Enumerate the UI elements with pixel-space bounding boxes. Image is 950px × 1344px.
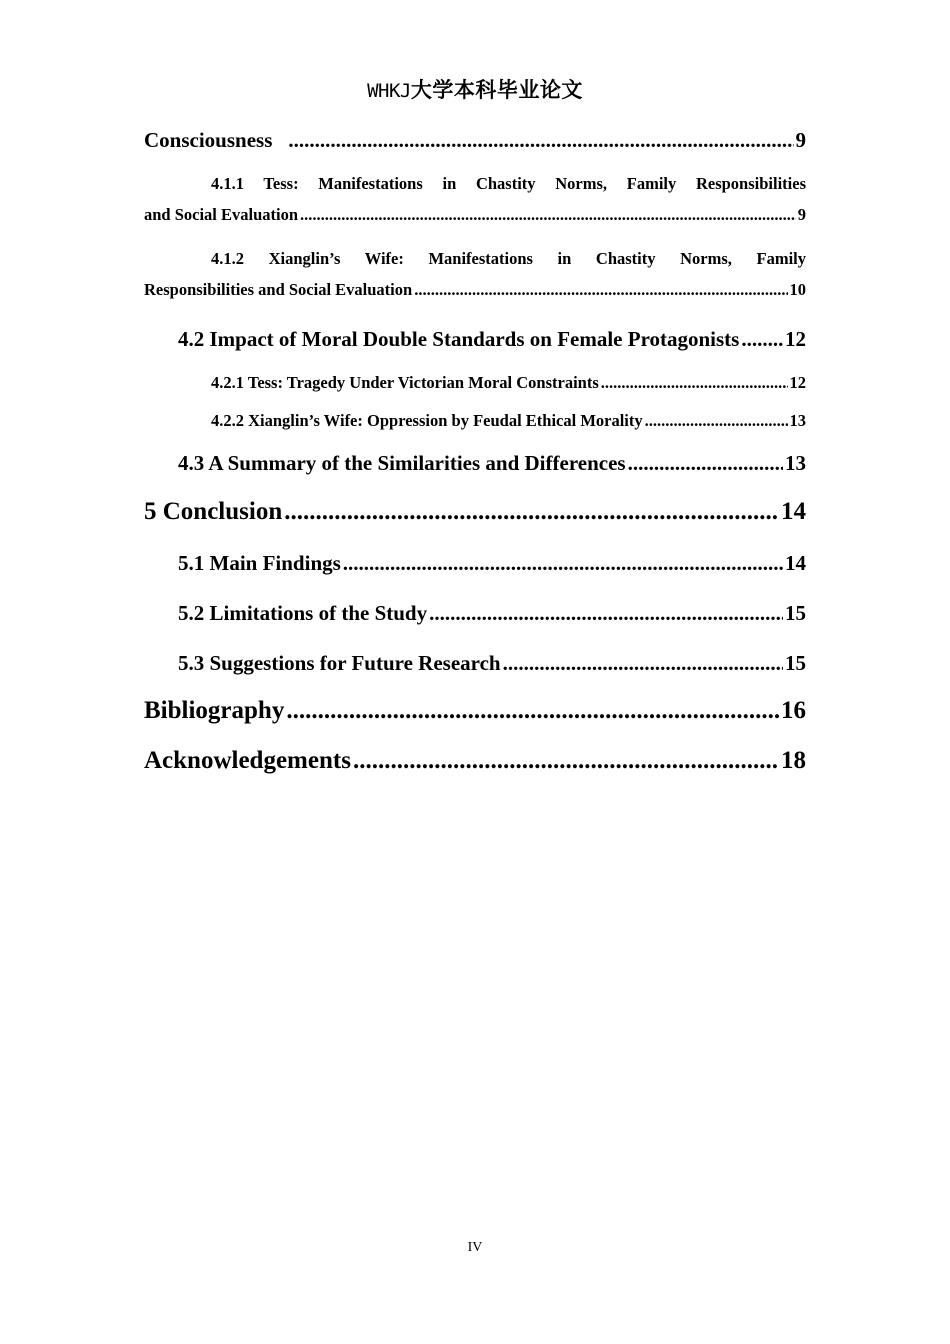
toc-leader-dots: [353, 747, 779, 775]
toc-entry-title: Bibliography: [144, 697, 285, 724]
page-number-footer: IV: [467, 1240, 483, 1255]
toc-entry-title: 4.2.1 Tess: Tragedy Under Victorian Moral Constraints: [211, 373, 599, 392]
toc-entry-bibliography[interactable]: [144, 697, 806, 725]
toc-page-number: 9: [797, 205, 806, 224]
toc-page-number: 10: [789, 280, 806, 299]
header-latin-text: WHKJ: [367, 80, 411, 102]
toc-entry-title-line2: Responsibilities and Social Evaluation: [144, 280, 413, 299]
toc-leader-dots: [503, 651, 783, 676]
toc-page-number: 15: [785, 601, 806, 625]
toc-entry-4-2[interactable]: [178, 327, 806, 352]
toc-entry-5-2[interactable]: [178, 601, 806, 626]
toc-page-number: 9: [795, 128, 806, 152]
running-header: [0, 74, 950, 104]
toc-leader-dots: [284, 498, 779, 526]
toc-entry-title: Consciousness: [144, 128, 273, 152]
toc-entry-4-2-1[interactable]: [211, 373, 806, 393]
toc-entry-4-2-2[interactable]: [211, 411, 806, 431]
toc-page-number: 18: [781, 747, 806, 774]
toc-entry-title-line2: and Social Evaluation: [144, 205, 299, 224]
toc-page-number: 13: [789, 411, 806, 430]
toc-page-number: 14: [785, 551, 806, 575]
toc-entry-title: 5 Conclusion: [144, 498, 283, 525]
toc-leader-dots: [601, 373, 788, 393]
toc-entry-4-1-1[interactable]: [144, 174, 806, 225]
toc-entry-title: 4.3 A Summary of the Similarities and Differences: [178, 451, 626, 475]
toc-entry-acknowledgements[interactable]: [144, 747, 806, 775]
toc-leader-dots: [286, 697, 779, 725]
toc-leader-dots: [414, 280, 787, 300]
toc-entry-title: 5.1 Main Findings: [178, 551, 341, 575]
toc-entry-5-3[interactable]: [178, 651, 806, 676]
toc-page-number: 15: [785, 651, 806, 675]
header-cjk-text: 大学本科毕业论文: [410, 78, 583, 102]
toc-entry-title: 5.2 Limitations of the Study: [178, 601, 428, 625]
toc-leader-dots: [628, 451, 783, 476]
toc-entry-consciousness[interactable]: [144, 128, 806, 153]
toc-page-number: 16: [781, 697, 806, 724]
toc-entry-5-1[interactable]: [178, 551, 806, 576]
toc-entry-5[interactable]: [144, 498, 806, 526]
toc-entry-title: Acknowledgements: [144, 747, 351, 774]
toc-leader-dots: [288, 128, 793, 153]
toc-page-number: 14: [781, 498, 806, 525]
toc-entry-4-1-2[interactable]: [144, 249, 806, 300]
toc-leader-dots: [300, 205, 796, 225]
toc-entry-title-line1: 4.1.2 Xianglin’s Wife: Manifestations in Chastity Norms, Family: [211, 249, 806, 268]
toc-page-number: 13: [785, 451, 806, 475]
toc-entry-4-3[interactable]: [178, 451, 806, 476]
toc-leader-dots: [343, 551, 783, 576]
toc-entry-title: 4.2.2 Xianglin’s Wife: Oppression by Feudal Ethical Morality: [211, 411, 643, 430]
toc-leader-dots: [741, 327, 783, 352]
toc-page-number: 12: [789, 373, 806, 392]
toc-page-number: 12: [785, 327, 806, 351]
toc-entry-title-line1: 4.1.1 Tess: Manifestations in Chastity Norms, Family Responsibilities: [211, 174, 806, 193]
toc-leader-dots: [645, 411, 788, 431]
toc-leader-dots: [429, 601, 783, 626]
toc-entry-title: 5.3 Suggestions for Future Research: [178, 651, 501, 675]
toc-entry-title: 4.2 Impact of Moral Double Standards on Female Protagonists: [178, 327, 740, 351]
